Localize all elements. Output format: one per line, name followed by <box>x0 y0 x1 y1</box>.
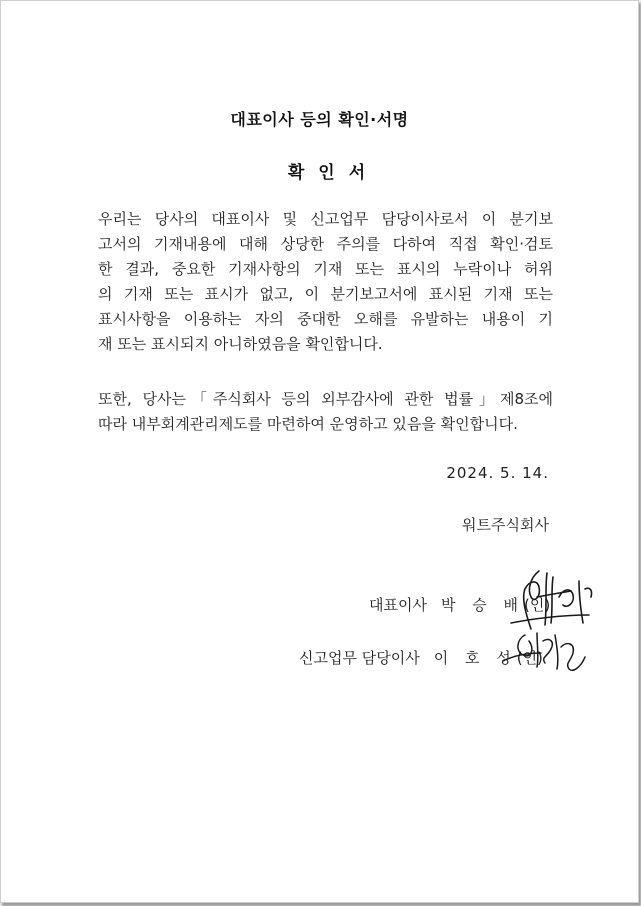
paragraph-line: 표시사항을 이용하는 자의 중대한 오해를 유발하는 내용이 기 <box>98 310 553 328</box>
paragraph-line: 따라 내부회계관리제도를 마련하여 운영하고 있음을 확인합니다. <box>98 415 518 433</box>
signatory-director <box>299 647 543 668</box>
seal-mark: (인) <box>523 596 551 614</box>
confirmation-paragraph <box>98 207 553 357</box>
signatory-title: 신고업무 담당이사 <box>299 649 420 667</box>
signatory-title: 대표이사 <box>369 596 427 614</box>
paragraph-line: 한 결과, 중요한 기재사항의 기재 또는 표시의 누락이나 허위 <box>98 260 553 278</box>
paragraph-line: 우리는 당사의 대표이사 및 신고업무 담당이사로서 이 분기보 <box>98 210 553 228</box>
document-heading: 대표이사 등의 확인·서명 <box>230 110 409 129</box>
seal-mark: (인) <box>516 649 543 667</box>
signatory-name: 이 호 성 <box>433 649 517 667</box>
document-date: 2024. 5. 14. <box>446 464 549 482</box>
paragraph-line: 또한, 당사는「주식회사 등의 외부감사에 관한 법률」제8조에 <box>98 390 553 408</box>
signatory-ceo <box>369 594 550 615</box>
document-subheading: 확인서 <box>287 163 380 183</box>
paragraph-line: 의 기재 또는 표시가 없고, 이 분기보고서에 표시된 기재 또는 <box>98 285 553 303</box>
signatory-name: 박 승 배 <box>440 596 524 614</box>
paragraph-line: 재 또는 표시되지 아니하였음을 확인합니다. <box>98 335 383 353</box>
company-name: 워트주식회사 <box>462 516 549 534</box>
paragraph-line: 고서의 기재내용에 대해 상당한 주의를 다하여 직접 확인·검토 <box>98 235 553 253</box>
internal-control-paragraph <box>98 387 553 437</box>
